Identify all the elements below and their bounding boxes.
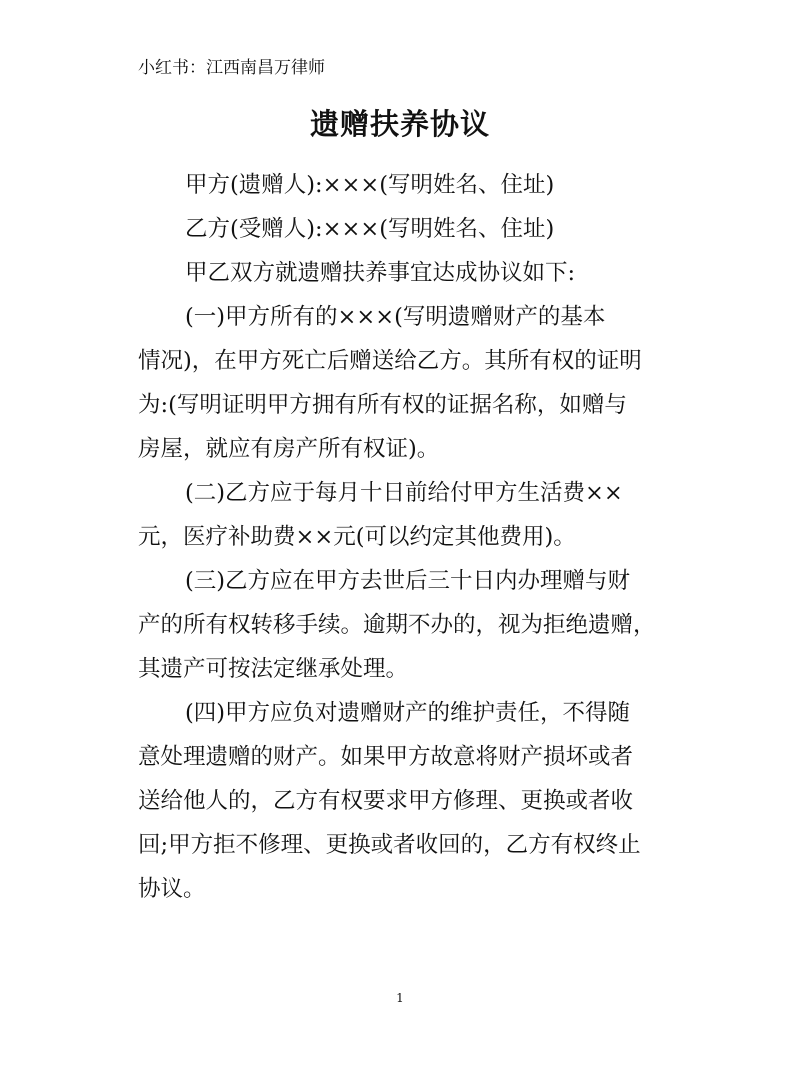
clause-4-line-5: 协议。 (138, 876, 206, 902)
clause-3-line-1: (三)乙方应在甲方去世后三十日内办理赠与财 (185, 568, 631, 594)
header-note: 小红书：江西南昌万律师 (138, 58, 325, 78)
clause-4-line-3: 送给他人的，乙方有权要求甲方修理、更换或者收 (138, 788, 634, 814)
clause-4-line-1: (四)甲方应负对遗赠财产的维护责任，不得随 (185, 700, 631, 726)
clause-3-line-2: 产的所有权转移手续。逾期不办的，视为拒绝遗赠， (138, 612, 656, 638)
agreement-intro-line: 甲乙双方就遗赠扶养事宜达成协议如下: (185, 260, 576, 286)
clause-1-line-1: (一)甲方所有的×××(写明遗赠财产的基本 (185, 304, 606, 330)
clause-2-line-2: 元，医疗补助费××元(可以约定其他费用)。 (138, 524, 576, 550)
clause-4-line-2: 意处理遗赠的财产。如果甲方故意将财产损坏或者 (138, 744, 634, 770)
party-b-line: 乙方(受赠人):×××(写明姓名、住址) (185, 216, 555, 242)
party-a-line: 甲方(遗赠人):×××(写明姓名、住址) (185, 172, 555, 198)
page-number: 1 (396, 991, 404, 1005)
clause-1-line-3: 为:(写明证明甲方拥有所有权的证据名称，如赠与 (138, 392, 627, 418)
clause-2-line-1: (二)乙方应于每月十日前给付甲方生活费×× (185, 480, 623, 506)
clause-1-line-2: 情况)，在甲方死亡后赠送给乙方。其所有权的证明 (138, 348, 642, 374)
clause-1-line-4: 房屋，就应有房产所有权证)。 (138, 436, 440, 462)
clause-3-line-3: 其遗产可按法定继承处理。 (138, 656, 409, 682)
clause-4-line-4: 回;甲方拒不修理、更换或者收回的，乙方有权终止 (138, 832, 641, 858)
document-title: 遗赠扶养协议 (309, 107, 490, 141)
